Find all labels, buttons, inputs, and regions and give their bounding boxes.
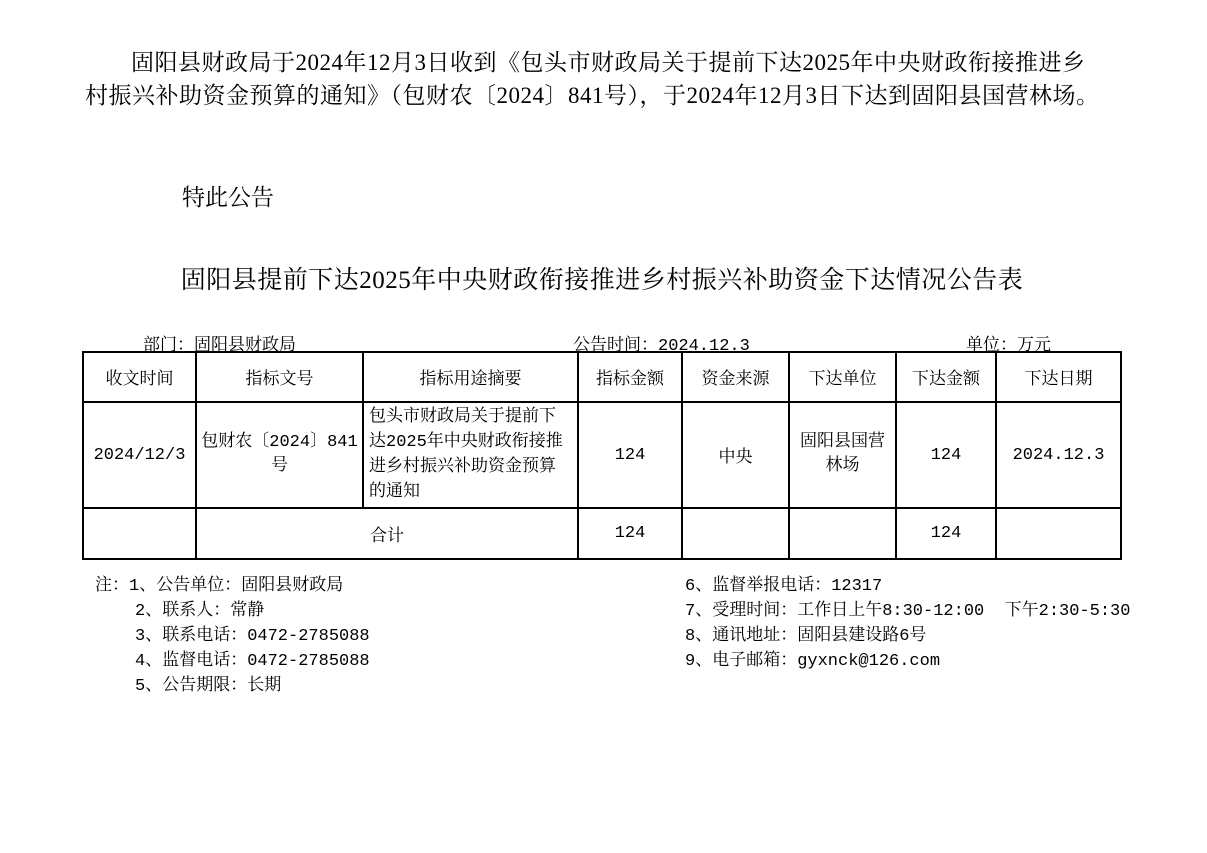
cell-doc-number: 包财农〔2024〕841号	[196, 402, 363, 508]
fund-allocation-table	[82, 351, 1122, 560]
cell-total-indicator-amount: 124	[578, 508, 682, 559]
notes-prefix: 注：	[95, 577, 129, 596]
cell-total-label: 合计	[196, 508, 578, 559]
col-header-issue-date: 下达日期	[996, 352, 1121, 402]
cell-total-empty-receive-date	[83, 508, 196, 559]
notes-right-column	[685, 574, 1130, 674]
cell-issued-to: 固阳县国营林场	[789, 402, 896, 508]
note-line-8: 8、通讯地址：固阳县建设路6号	[685, 627, 927, 646]
cell-total-empty-fund-source	[682, 508, 789, 559]
table-title: 固阳县提前下达2025年中央财政衔接推进乡村振兴补助资金下达情况公告表	[180, 267, 1024, 294]
note-line-9: 9、电子邮箱：gyxnck@126.com	[685, 652, 941, 671]
cell-issued-amount: 124	[896, 402, 996, 508]
cell-receive-date: 2024/12/3	[83, 402, 196, 508]
note-line-6: 6、监督举报电话：12317	[685, 577, 883, 596]
cell-total-empty-issue-date	[996, 508, 1121, 559]
caption-unit: 单位：万元	[966, 337, 1051, 356]
table-row	[83, 402, 1121, 508]
announcement-paragraph: 固阳县财政局于2024年12月3日收到《包头市财政局关于提前下达2025年中央财政衔接推进乡村振兴补助资金预算的通知》（包财农〔2024〕841号），于2024年12月3日下达到固阳县国营林场。	[85, 50, 1100, 108]
col-header-receive-date: 收文时间	[83, 352, 196, 402]
caption-department: 部门：固阳县财政局	[143, 337, 296, 356]
note-line-7: 7、受理时间：工作日上午8:30-12:00 下午2:30-5:30	[685, 602, 1131, 621]
cell-purpose: 包头市财政局关于提前下达2025年中央财政衔接推进乡村振兴补助资金预算的通知	[363, 402, 578, 508]
note-line-5: 5、公告期限：长期	[135, 677, 282, 696]
note-line-3: 3、联系电话：0472-2785088	[135, 627, 370, 646]
col-header-issued-to: 下达单位	[789, 352, 896, 402]
cell-total-issued-amount: 124	[896, 508, 996, 559]
cell-fund-source: 中央	[682, 402, 789, 508]
col-header-indicator-amount: 指标金额	[578, 352, 682, 402]
note-line-2: 2、联系人：常静	[135, 602, 265, 621]
note-item-1: 1、公告单位：固阳县财政局	[129, 577, 344, 596]
table-header-row	[83, 352, 1121, 402]
col-header-issued-amount: 下达金额	[896, 352, 996, 402]
table-caption-row	[82, 330, 1122, 356]
col-header-fund-source: 资金来源	[682, 352, 789, 402]
col-header-purpose: 指标用途摘要	[363, 352, 578, 402]
note-line-4: 4、监督电话：0472-2785088	[135, 652, 370, 671]
cell-issue-date: 2024.12.3	[996, 402, 1121, 508]
caption-announce-time: 公告时间：2024.12.3	[573, 337, 750, 356]
col-header-doc-number: 指标文号	[196, 352, 363, 402]
closing-statement: 特此公告	[182, 185, 274, 210]
notes-left-column	[95, 574, 370, 699]
table-total-row	[83, 508, 1121, 559]
cell-indicator-amount: 124	[578, 402, 682, 508]
note-line-1	[95, 574, 370, 599]
cell-total-empty-issued-to	[789, 508, 896, 559]
